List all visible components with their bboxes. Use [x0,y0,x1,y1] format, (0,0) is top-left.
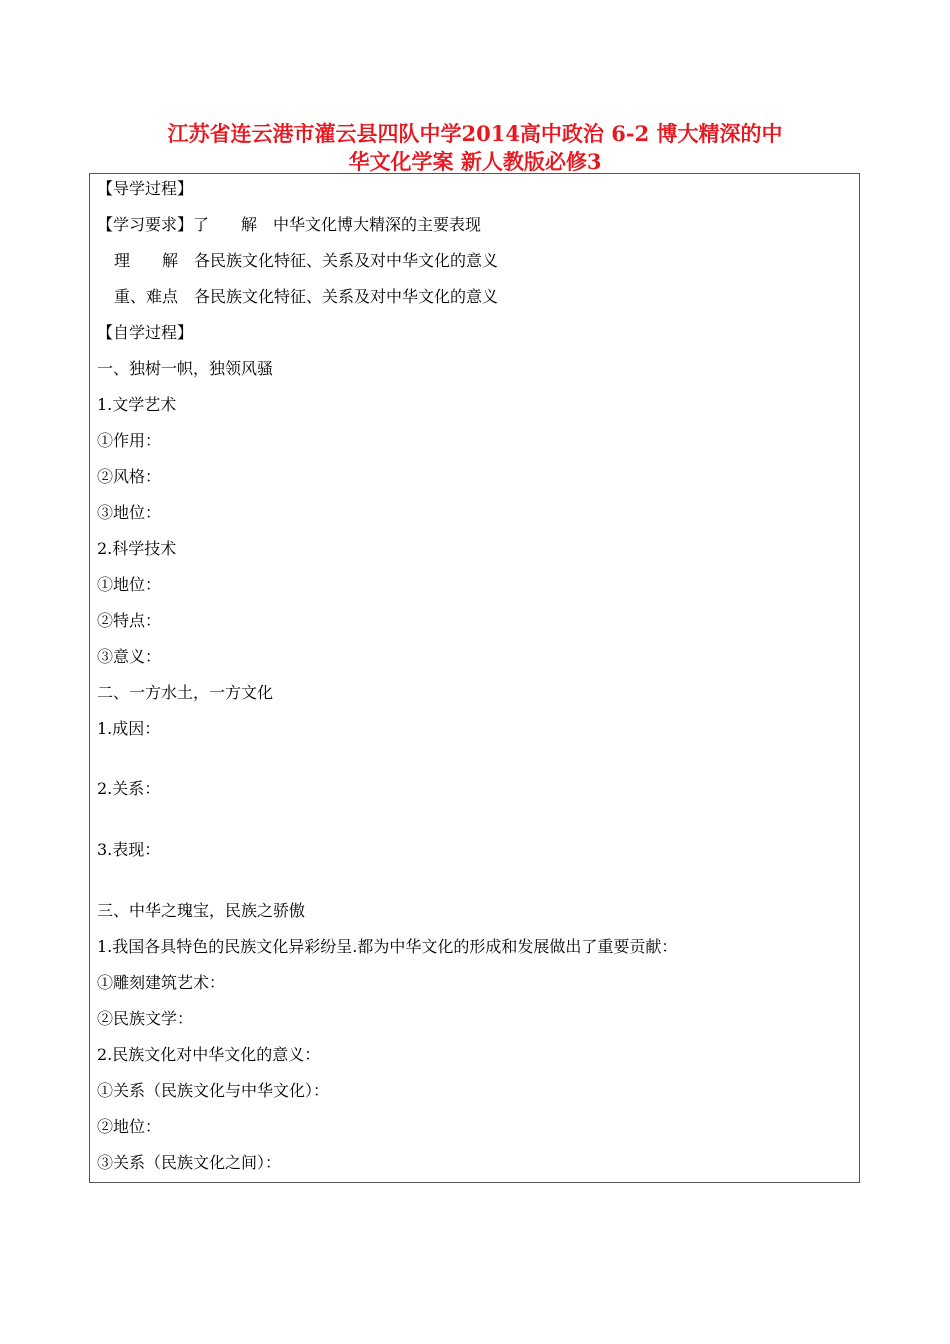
item-status: ③地位： [97,503,162,522]
item-causes: 1.成因： [97,719,161,738]
item-science-tech: 2.科学技术 [97,539,177,558]
item-relation-between-ethnic: ③关系（民族文化之间）： [97,1153,282,1172]
part-one-heading: 一、独树一帜，独领风骚 [97,359,274,378]
learning-requirement-understand: 【学习要求】了 解 中华文化博大精深的主要表现 [97,215,482,234]
worksheet-table [89,173,860,1183]
item-ethnic-literature: ②民族文学： [97,1009,194,1028]
document-title [0,120,950,176]
item-manifestation: 3.表现： [97,840,161,859]
learning-requirement-key-points: 重、难点 各民族文化特征、关系及对中华文化的意义 [114,287,499,306]
item-function: ①作用： [97,431,162,450]
item-status-2: ①地位： [97,575,162,594]
title-line-2: 华文化学案 新人教版必修3 [348,149,602,174]
item-features: ②特点： [97,611,162,630]
item-relation-ethnic-chinese: ①关系（民族文化与中华文化）： [97,1081,330,1100]
item-literature-art: 1.文学艺术 [97,395,177,414]
learning-requirement-comprehend: 理 解 各民族文化特征、关系及对中华文化的意义 [114,251,499,270]
part-three-heading: 三、中华之瑰宝，民族之骄傲 [97,901,306,920]
item-carving-architecture: ①雕刻建筑艺术： [97,973,226,992]
item-ethnic-cultures: 1.我国各具特色的民族文化异彩纷呈.都为中华文化的形成和发展做出了重要贡献： [97,937,678,956]
item-style: ②风格： [97,467,162,486]
title-line-1: 江苏省连云港市灌云县四队中学2014高中政治 6-2 博大精深的中 [167,121,783,146]
item-status-3: ②地位： [97,1117,162,1136]
section-heading-guide: 【导学过程】 [97,179,194,198]
item-significance: ③意义： [97,647,162,666]
part-two-heading: 二、一方水土，一方文化 [97,683,274,702]
section-heading-self-study: 【自学过程】 [97,323,194,342]
item-ethnic-significance: 2.民族文化对中华文化的意义： [97,1045,321,1064]
item-relationship: 2.关系： [97,779,161,798]
